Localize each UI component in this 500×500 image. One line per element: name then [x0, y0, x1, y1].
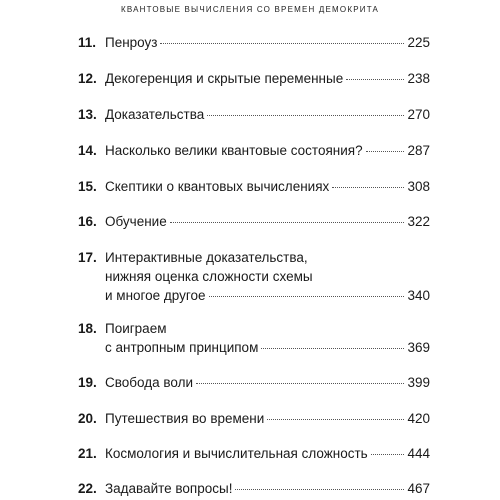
chapter-title: Космология и вычислительная сложность: [105, 446, 368, 461]
chapter-title-line: Интерактивные доказательства,: [105, 250, 308, 265]
page-number: 270: [407, 107, 430, 122]
chapter-number: 13.: [78, 107, 97, 122]
chapter-title: Декогеренция и скрытые переменные: [105, 71, 344, 86]
chapter-title: Свобода воли: [105, 375, 194, 390]
page-number: 444: [407, 446, 430, 461]
dot-leader: [207, 115, 404, 116]
chapter-title: Насколько велики квантовые состояния?: [105, 143, 363, 158]
dot-leader: [170, 222, 405, 223]
chapter-title: Пенроуз: [105, 35, 158, 50]
chapter-number: 12.: [78, 71, 97, 86]
chapter-number: 11.: [78, 35, 97, 50]
page-number: 340: [407, 288, 430, 303]
chapter-number: 17.: [78, 250, 97, 265]
page-number: 225: [407, 35, 430, 50]
chapter-number: 20.: [78, 411, 97, 426]
page-number: 308: [407, 179, 430, 194]
page-number: 467: [407, 481, 430, 496]
dot-leader: [209, 296, 405, 297]
page-number: 399: [407, 375, 430, 390]
chapter-number: 14.: [78, 143, 97, 158]
chapter-title-line: Поиграем: [105, 321, 167, 336]
page-number: 322: [407, 214, 430, 229]
dot-leader: [346, 79, 404, 80]
page-number: 420: [407, 411, 430, 426]
chapter-title: Обучение: [105, 214, 167, 229]
chapter-number: 15.: [78, 179, 97, 194]
dot-leader: [261, 348, 404, 349]
chapter-title-line: и многое другое: [105, 288, 206, 303]
chapter-number: 19.: [78, 375, 97, 390]
dot-leader: [371, 454, 405, 455]
running-header: КВАНТОВЫЕ ВЫЧИСЛЕНИЯ СО ВРЕМЕН ДЕМОКРИТА: [120, 5, 380, 14]
chapter-number: 16.: [78, 214, 97, 229]
page-number: 369: [407, 340, 430, 355]
chapter-title: Доказательства: [105, 107, 205, 122]
chapter-number: 21.: [78, 446, 97, 461]
dot-leader: [196, 383, 404, 384]
chapter-title: Путешествия во времени: [105, 411, 265, 426]
dot-leader: [332, 187, 404, 188]
chapter-title-line: нижняя оценка сложности схемы: [105, 269, 313, 284]
dot-leader: [160, 43, 404, 44]
dot-leader: [267, 419, 404, 420]
chapter-title-line: с антропным принципом: [105, 340, 259, 355]
chapter-title: Скептики о квантовых вычислениях: [105, 179, 330, 194]
chapter-number: 18.: [78, 321, 97, 336]
page-number: 287: [407, 143, 430, 158]
page-number: 238: [407, 71, 430, 86]
dot-leader: [235, 489, 404, 490]
chapter-number: 22.: [78, 481, 97, 496]
chapter-title: Задавайте вопросы!: [105, 481, 233, 496]
dot-leader: [366, 151, 405, 152]
